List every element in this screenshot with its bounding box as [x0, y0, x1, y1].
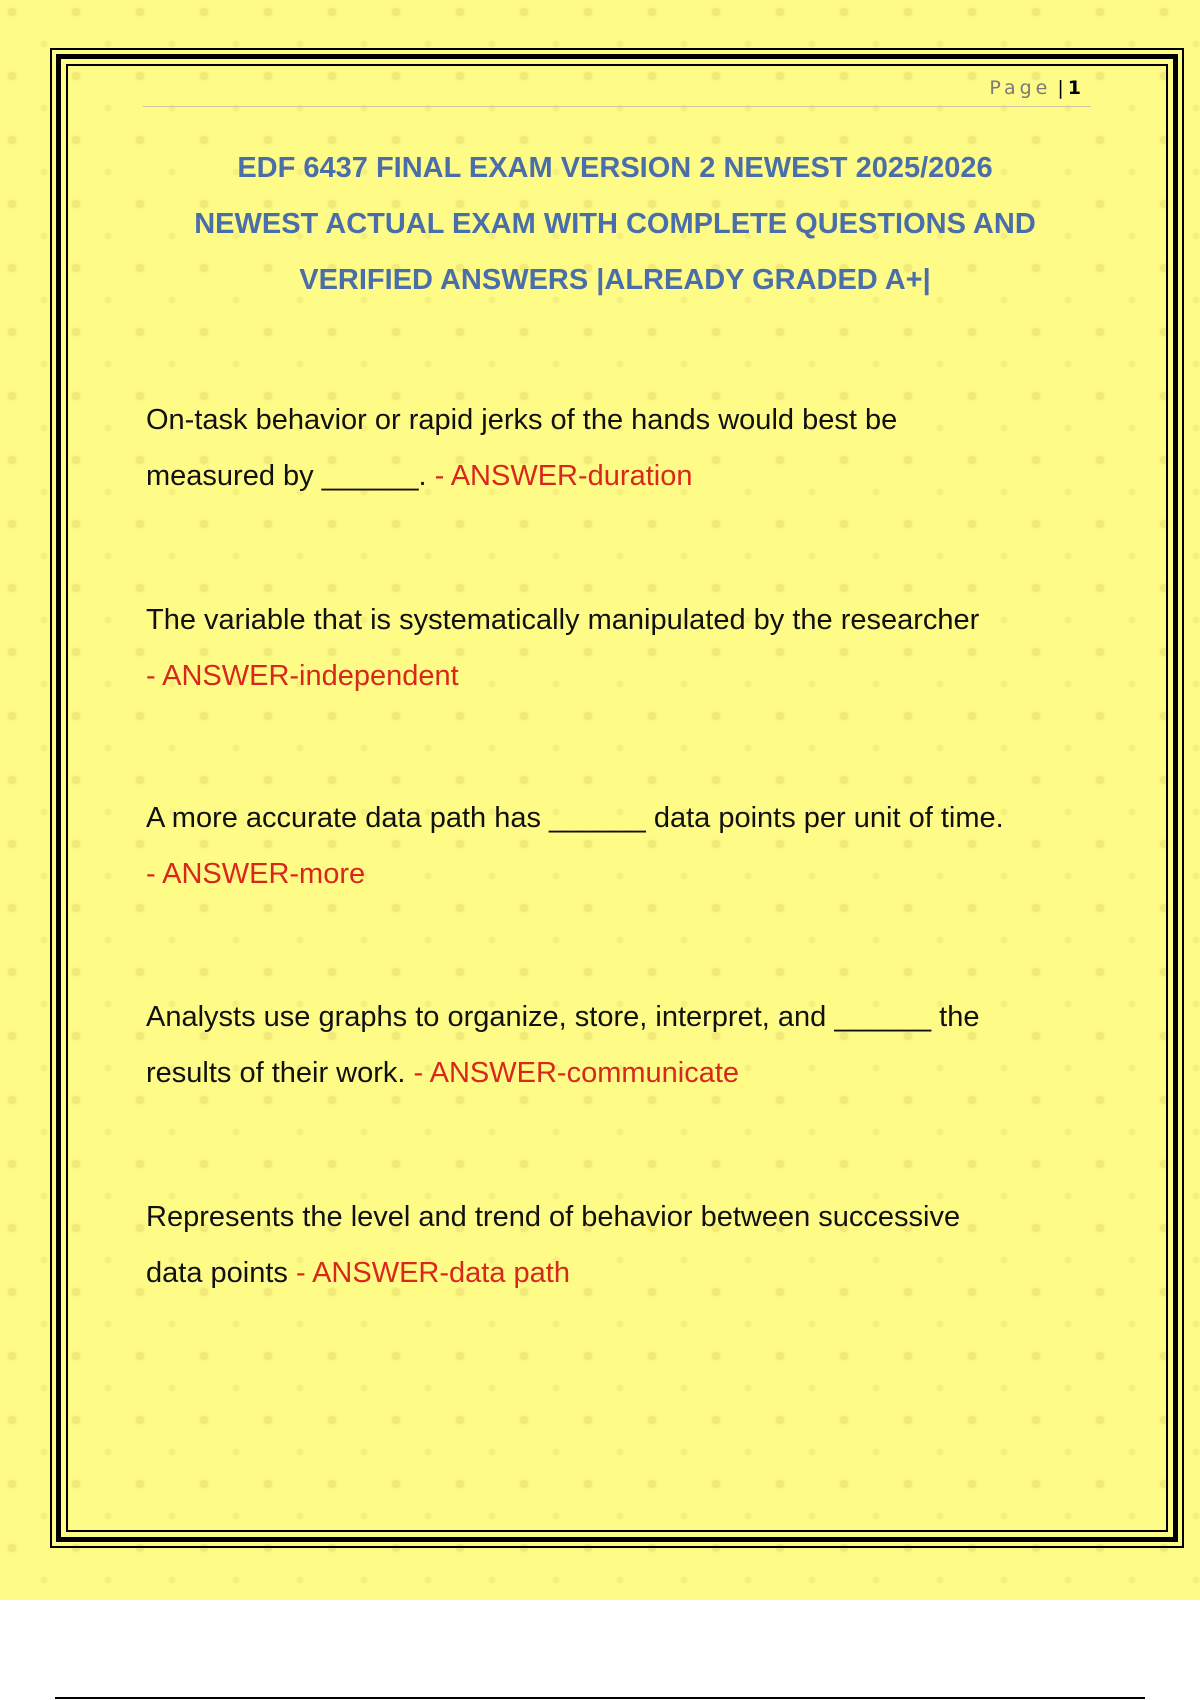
- question-text-tail: results of their work.: [146, 1057, 414, 1089]
- question-text: A more accurate data path has ______ data points per unit of time.: [146, 802, 1004, 834]
- page-number: 1: [1067, 77, 1081, 99]
- question-text-tail: measured by ______.: [146, 460, 435, 492]
- question-text: Analysts use graphs to organize, store, interpret, and ______ the: [146, 1001, 980, 1033]
- question-text: Represents the level and trend of behavior between successive: [146, 1201, 961, 1233]
- page-label: Page: [989, 77, 1052, 99]
- title-line: VERIFIED ANSWERS |ALREADY GRADED A+|: [299, 264, 931, 296]
- question-text: The variable that is systematically manipulated by the researcher: [146, 604, 980, 636]
- question-block: [146, 392, 1106, 504]
- question-block: [146, 790, 1106, 902]
- question-text-continued: [146, 648, 1106, 704]
- question-text-continued: [146, 846, 1106, 902]
- question-text-continued: [146, 448, 1106, 504]
- page-separator: |: [1057, 77, 1064, 99]
- question-text: On-task behavior or rapid jerks of the hands would best be: [146, 404, 898, 436]
- title-line: EDF 6437 FINAL EXAM VERSION 2 NEWEST 2025/2026: [237, 152, 993, 184]
- question-text-continued: [146, 1245, 1106, 1301]
- page-header: [143, 76, 1091, 107]
- footer-divider: [55, 1697, 1145, 1699]
- document-title: [110, 140, 1120, 308]
- question-block: [146, 592, 1106, 704]
- answer-text: - ANSWER-data path: [295, 1257, 570, 1289]
- answer-text: - ANSWER-communicate: [413, 1057, 740, 1089]
- answer-text: - ANSWER-duration: [434, 460, 693, 492]
- answer-text: - ANSWER-independent: [146, 660, 459, 692]
- question-block: [146, 1189, 1106, 1301]
- title-line: NEWEST ACTUAL EXAM WITH COMPLETE QUESTIONS AND: [194, 208, 1036, 240]
- question-text-tail: data points: [146, 1257, 296, 1289]
- answer-text: - ANSWER-more: [146, 858, 366, 890]
- question-block: [146, 989, 1106, 1101]
- question-text-continued: [146, 1045, 1106, 1101]
